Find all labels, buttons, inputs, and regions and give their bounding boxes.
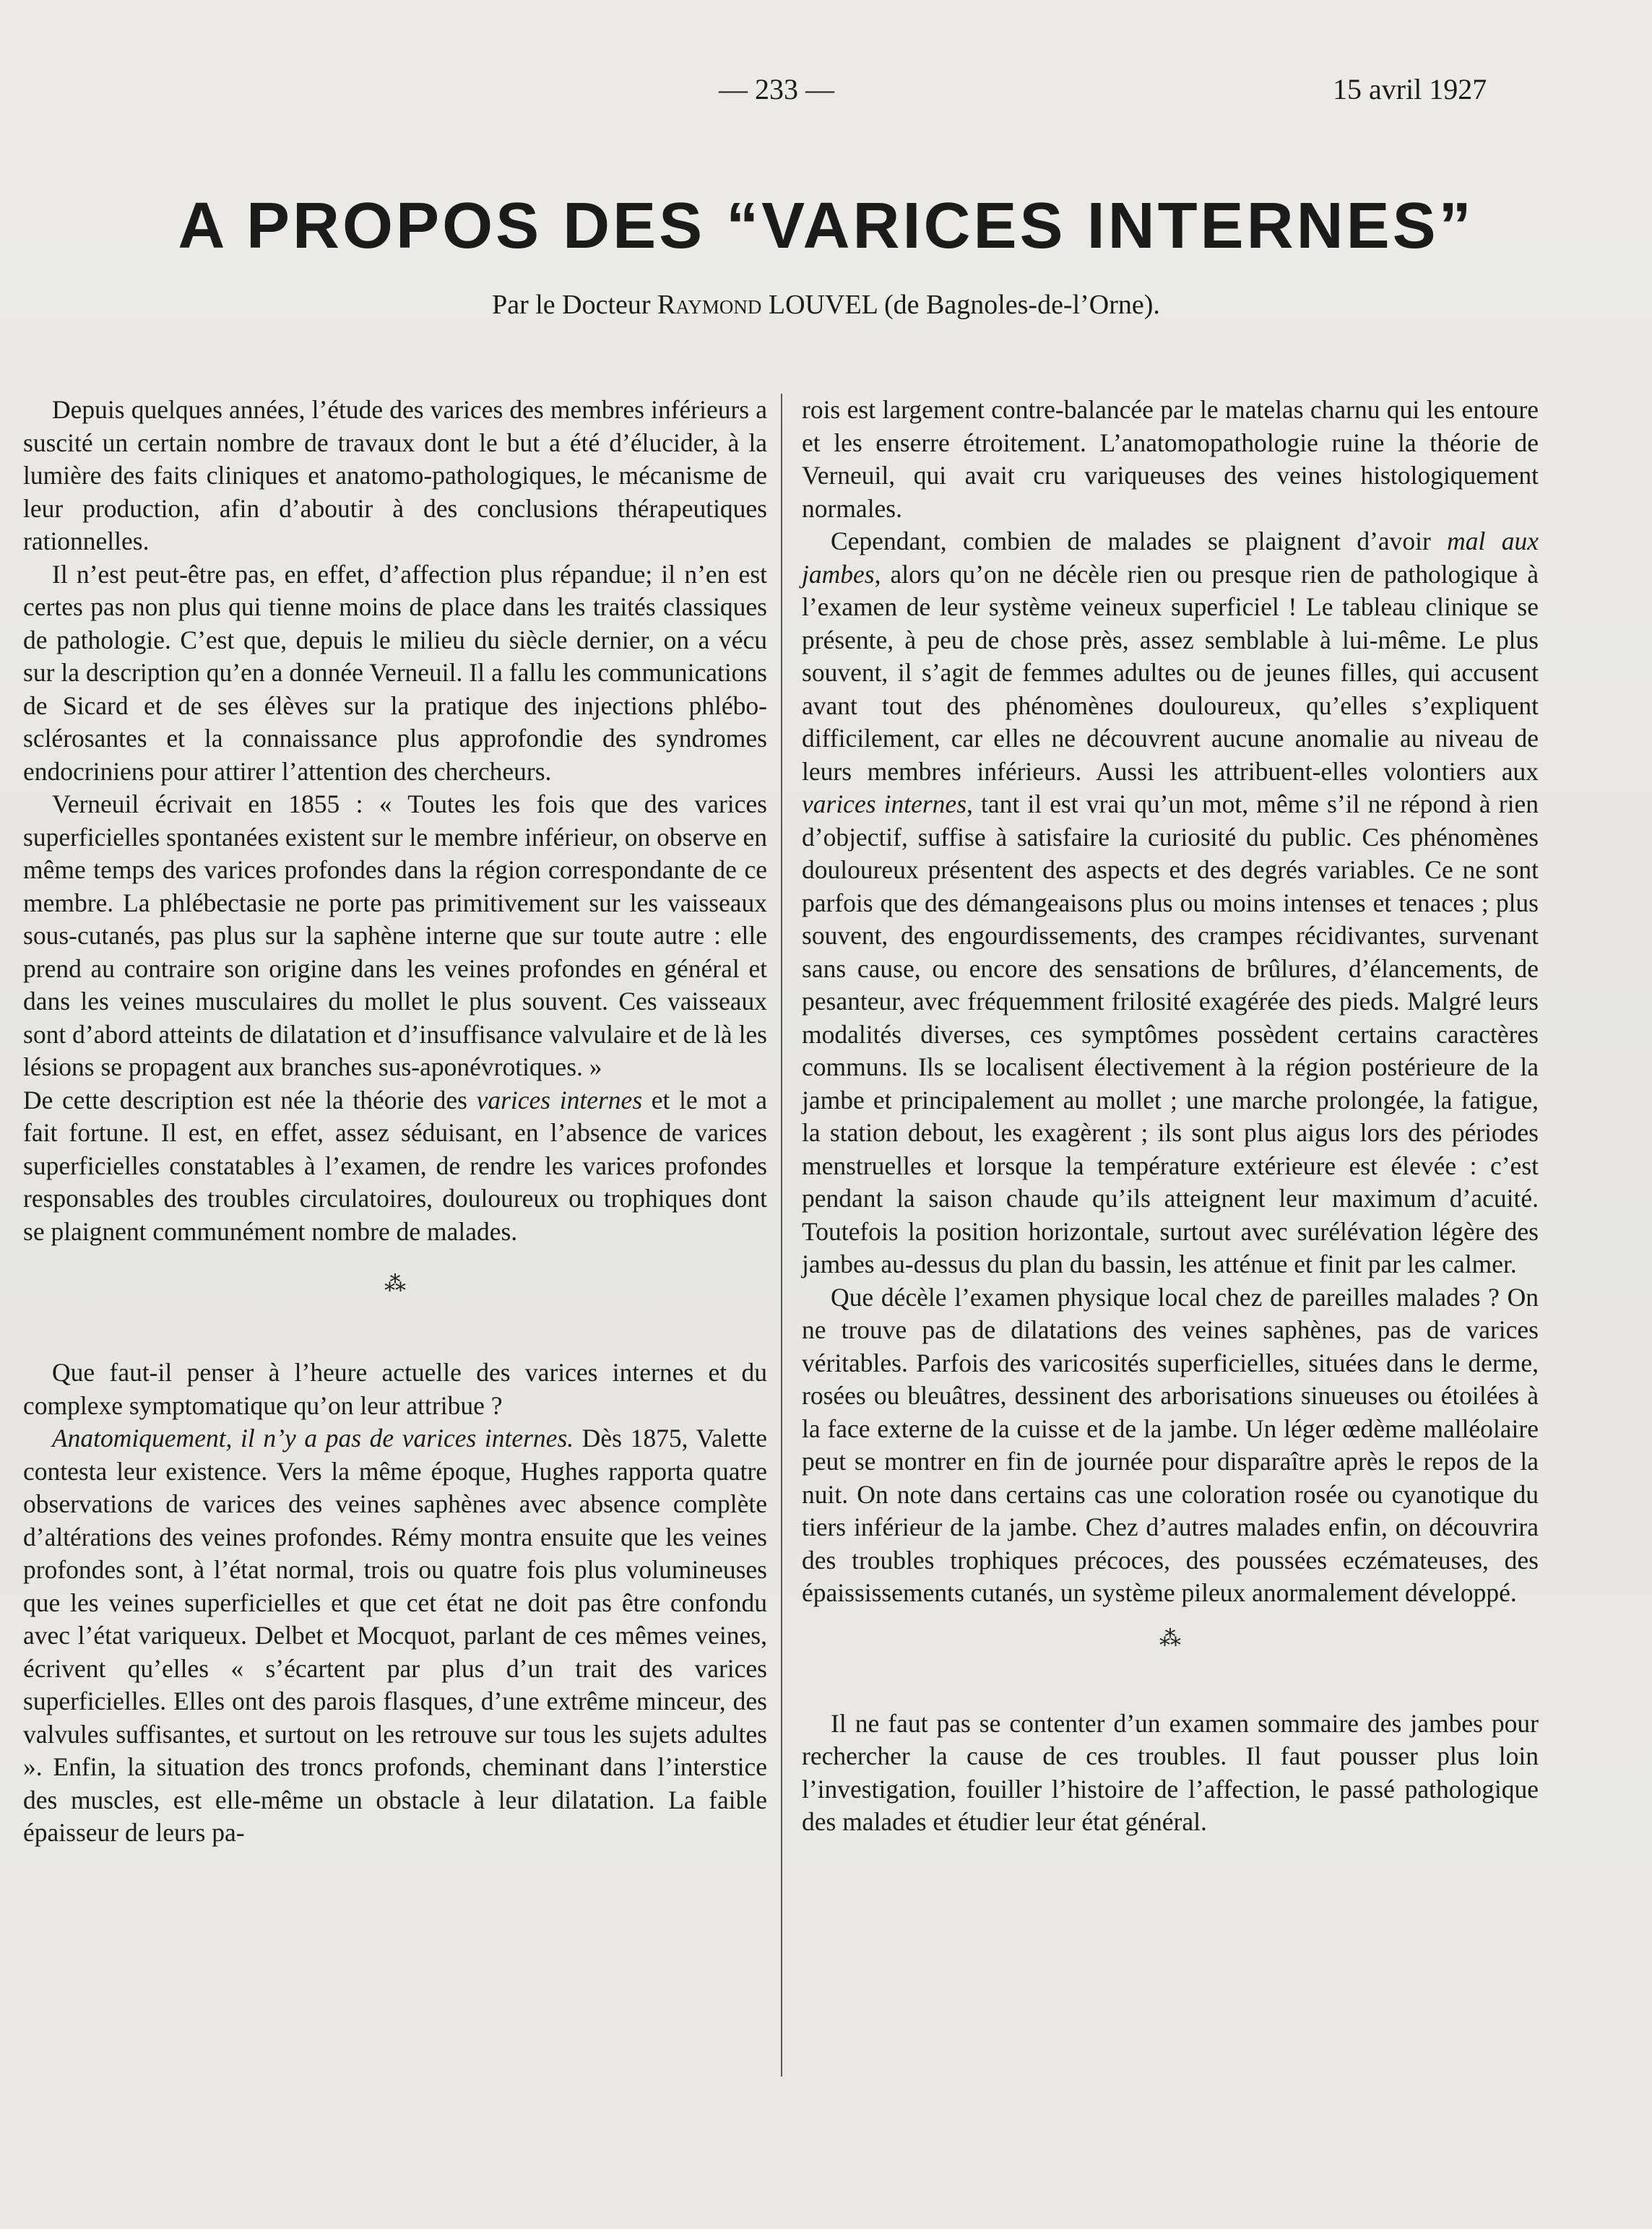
byline-prefix: Par le Docteur — [492, 290, 658, 320]
paragraph: De cette description est née la théorie des varices internes et le mot a fait fortune. Il est, en effet, assez séduisant, en l’absence de varices superficielles constatables à l’examen, de rendre les varices profondes responsables des troubles circulatoires, douloureux ou trophiques dont se plaignent communément nombre de malades. — [23, 1085, 767, 1246]
paragraph: rois est largement contre-balancée par le matelas charnu qui les entoure et les enserre étroitement. L’anatomopathologie ruine la théorie de Verneuil, qui avait cru variqueuses des veines histologiquement normales. — [802, 395, 1539, 523]
author-place: (de Bagnoles-de-l’Orne). — [883, 290, 1160, 320]
right-column — [802, 394, 1539, 1839]
left-column — [23, 394, 767, 1850]
paragraph: Cependant, combien de malades se plaignent d’avoir mal aux jambes, alors qu’on ne décèle rien ou presque rien de pathologique à l’examen de leur système veineux superficiel ! Le tableau clinique se présente, à peu de chose près, assez semblable à lui-même. Le plus souvent, il s’agit de femmes adultes ou de jeunes filles, qui accusent avant tout des phénomènes douloureux, qu’elles s’expliquent difficilement, car elles ne découvrent aucune anomalie au niveau de leurs membres inférieurs. Aussi les attribuent-elles volontiers aux varices internes, tant il est vrai qu’un mot, même s’il ne répond à rien d’objectif, suffise à satisfaire la curiosité du public. Ces phénomènes douloureux présentent des aspects et des degrés variables. Ce ne sont parfois que des démangeaisons plus ou moins intenses et tenaces ; plus souvent, des engourdissements, des crampes récidivantes, survenant sans cause, ou encore des sensations de brûlures, d’élancements, de pesanteur, avec fréquemment frilosité exagérée des pieds. Malgré leurs modalités diverses, ces symptômes possèdent certains caractères communs. Ils se localisent électivement à la région postérieure de la jambe et principalement au mollet ; une marche prolongée, la fatigue, la station debout, les exagèrent ; ils sont plus aigus lors des périodes menstruelles et lorsque la température extérieure est élevée : c’est pendant la saison chaude qu’ils atteignent leur maximum d’acuité. Toutefois la position horizontale, surtout avec surélévation légère des jambes au-dessus du plan du bassin, les atténue et finit par les calmer. — [802, 527, 1539, 1278]
paragraph: Que faut-il penser à l’heure actuelle des varices internes et du complexe symptomatique qu’on leur attribue ? — [23, 1358, 767, 1420]
article-title: A PROPOS DES “VARICES INTERNES” — [178, 190, 1474, 262]
page-header — [0, 72, 1652, 116]
paragraph: Depuis quelques années, l’étude des varices des membres inférieurs a suscité un certain nombre de travaux dont le but a été d’élucider, à la lumière des faits cliniques et anatomo-pathologiques, le mécanisme de leur production, afin d’aboutir à des conclusions thérapeutiques rationnelles. — [23, 395, 767, 555]
italic-term: varices internes — [802, 789, 967, 818]
italic-statement: Anatomiquement, il n’y a pas de varices internes. — [52, 1424, 574, 1453]
section-separator: ⁂ — [1159, 1626, 1181, 1650]
paragraph: Que décèle l’examen physique local chez de pareilles malades ? On ne trouve pas de dilatations des veines saphènes, pas de varices véritables. Parfois des varicosités superficielles, situées dans le derme, rosées ou bleuâtres, dessinent des arborisations sinueuses ou étoilées à la face externe de la cuisse et de la jambe. Un léger œdème malléolaire peut se montrer en fin de journée pour disparaître après le repos de la nuit. On note dans certains cas une coloration rosée ou cyanotique du tiers inférieur de la jambe. Chez d’autres malades enfin, on découvrira des troubles trophiques précoces, des poussées eczémateuses, des épaississements cutanés, un système pileux anormalement développé. — [802, 1282, 1539, 1607]
paragraph: Verneuil écrivait en 1855 : « Toutes les fois que des varices superficielles spontanées existent sur le membre inférieur, on observe en même temps des varices profondes dans la région correspondante de ce membre. La phlébectasie ne porte pas primitivement sur les vaisseaux sous-cutanés, pas plus sur la saphène interne que sur toute autre : elle prend au contraire son origine dans les veines profondes en général et dans les veines musculaires du mollet le plus souvent. Ces vaisseaux sont d’abord atteints de dilatation et d’insuffisance valvulaire et de là les lésions se propagent aux branches sus-aponévrotiques. » — [23, 789, 767, 1081]
author-first-name: Raymond — [657, 290, 762, 320]
paragraph: Il ne faut pas se contenter d’un examen sommaire des jambes pour rechercher la cause de ces troubles. Il faut pousser plus loin l’investigation, fouiller l’histoire de l’affection, le passé pathologique des malades et étudier leur état général. — [802, 1708, 1539, 1836]
paragraph: Il n’est peut-être pas, en effet, d’affection plus répandue; il n’en est certes pas non plus qui tienne moins de place dans les traités classiques de pathologie. C’est que, depuis le milieu du siècle dernier, on a vécu sur la description qu’en a donnée Verneuil. Il a fallu les communications de Sicard et de ses élèves sur la pratique des injections phlébo-sclérosantes et la connaissance plus approfondie des syndromes endocriniens pour attirer l’attention des chercheurs. — [23, 559, 767, 786]
author-last-name: LOUVEL — [768, 290, 878, 320]
page-number: — 233 — — [719, 73, 834, 105]
column-divider — [781, 394, 782, 2077]
italic-term: varices internes — [476, 1085, 643, 1114]
italic-term: mal aux jambes — [802, 527, 1539, 589]
paragraph: Anatomiquement, il n’y a pas de varices internes. Dès 1875, Valette contesta leur existence. Vers la même époque, Hughes rapporta quatre observations de varices des veines saphènes avec absence complète d’altérations des veines profondes. Rémy montra ensuite que les veines profondes sont, à l’état normal, trois ou quatre fois plus volumineuses que les veines superficielles et que cet état ne doit pas être confondu avec l’état variqueux. Delbet et Mocquot, parlant de ces mêmes veines, écrivent qu’elles « s’écartent par plus d’un trait des varices superficielles. Elles ont des parois flasques, d’une extrême minceur, des valvules suffisantes, et surtout on les retrouve sur tous les sujets adultes ». Enfin, la situation des troncs profonds, cheminant dans l’interstice des muscles, est elle-même un obstacle à leur dilatation. La faible épaisseur de leurs pa- — [23, 1424, 767, 1847]
issue-date: 15 avril 1927 — [1333, 73, 1487, 105]
article-byline — [0, 289, 1652, 321]
section-separator: ⁂ — [384, 1272, 406, 1296]
